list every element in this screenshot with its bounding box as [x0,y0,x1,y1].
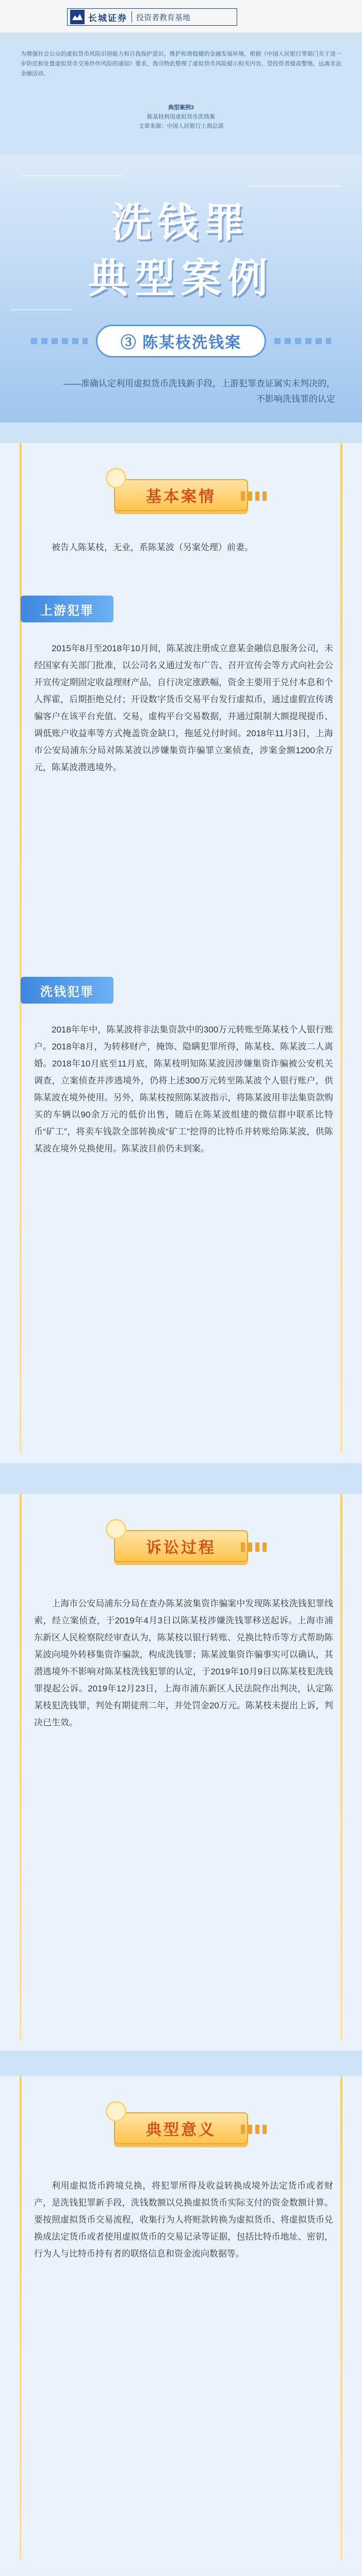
case-info [0,103,362,131]
case-label-pill: ③ 陈某枝洗钱案 [96,325,266,358]
hero-deco-line [248,185,340,187]
right-rail [340,2076,342,2561]
section-meaning [0,2076,362,2571]
meaning-text: 利用虚拟货币跨境兑换，将犯罪所得及收益转换成境外法定货币或者财产，是洗钱犯罪新手段，洗钱数额以兑换虚拟货币实际支付的资金数额计算。要按照虚拟货币交易流程，收集行为人将赃款转换为虚拟货币、将虚拟货币兑换成法定货币或者使用虚拟货币的交易记录等证据，包括比特币地址、密钥，行为人与比特币持有者的联络信息和资金流向数据等。 [34,2181,333,2259]
left-rail [20,443,22,1453]
tag-upstream-crime: 上游犯罪 [21,596,113,622]
brand-logo [67,8,237,26]
case-number: 典型案例3 [168,105,194,111]
pill-deco-right [274,338,331,344]
section-basic [0,443,362,1463]
money-laundering-text: 2018年年中，陈某波将非法集资款中的300万元转账至陈某枝个人银行账户。2018年8月，为转移财产，掩饰、隐瞒犯罪所得，陈某枝、陈某波二人离婚。2018年10月底至11月底，陈某枝明知陈某波因涉嫌集资诈骗被公安机关调查，立案侦查并涉逃境外，仍将上述300万元转至陈某波个人银行账户，供陈某波在境外使用。另外，陈某枝按照陈某波指示，将陈某波用非法集资款购买的车辆以90余万元的低价出售，随后在陈某波组建的微信群中联系比特币“矿工”，将卖车钱款全部转换成“矿工”挖得的比特币并转账给陈某波，供陈某波在境外兑换使用。陈某波目前仍未到案。 [34,1025,333,1154]
hero-title-2: 典型案例 [88,256,274,302]
left-rail [20,2076,22,2561]
lawsuit-text: 上海市公安局浦东分局在查办陈某波集资诈骗案中发现陈某枝洗钱犯罪线索，经立案侦查，于2019年4月3日以陈某枝涉嫌洗钱罪移送起诉。上海市浦东新区人民检察院经审查认为，陈某枝以银行转账、兑换比特币等方式帮助陈某波向境外转移集资诈骗款，构成洗钱罪；陈某波集资诈骗事实可以确认，其潜逃境外不影响对陈某枝洗钱犯罪的认定，于2019年10月9日以陈某枝犯洗钱罪提起公诉。2019年12月23日，上海市浦东新区人民法院作出判决，认定陈某枝犯洗钱罪，判处有期徒刑二年，并处罚金20万元。陈某枝未提出上诉，判决已生效。 [34,1599,333,1727]
section-lawsuit [0,1494,362,2050]
hero-banner [0,155,362,422]
upstream-crime-text: 2015年8月至2018年10月间，陈某波注册成立意某金融信息服务公司，未经国家有关部门批准，以公司名义通过发布广告、召开宣传会等方式向社会公开宣传定期固定收益理财产品，自行决定涨跌幅，资金主要用于兑付本息和个人挥霍，后期拒绝兑付；开设数字货币交易平台发行虚拟币，通过虚假宣传诱骗客户在该平台充值、交易，虚构平台交易数据，并通过限制大额提现提币、调低账户收益率等方式掩盖资金缺口，拖延兑付时间。2018年11月3日，上海市公安局浦东分局对陈某波以涉嫌集资诈骗罪立案侦查，涉案金额1200余万元，陈某波潜逃境外。 [34,643,333,772]
case-name: 陈某枝利用虚拟货币洗钱案 [147,114,215,120]
badge-lawsuit: 诉讼过程 [114,1530,248,1562]
badge-meaning: 典型意义 [114,2112,248,2144]
hero-subtitle: ——准确认定利用虚拟货币洗钱新手段，上游犯罪查证属实未判决的，不影响洗钱罪的认定 [63,379,335,404]
brand-subtitle: 投资者教育基地 [136,12,191,22]
intro-paragraph: 为增强社会公众的虚拟货币风险识别能力和自我保护意识，维护和谐稳健的金融发展环境，根据《中国人民银行等部门关于进一步防范和处置虚拟货币交易炒作风险的通知》要求，我司特此整理了虚拟货币风险提示相关内容，望投资者提高警惕，远离非法金融活动。 [21,51,341,77]
left-rail [20,1494,22,2040]
great-wall-logo-icon [70,9,85,25]
bottom-illustration [0,2571,362,2576]
article-source: 文章来源：中国人民银行上海总部 [138,123,224,129]
defendant-intro: 被告人陈某枝，无业，系陈某波（另案处理）前妻。 [52,543,253,552]
brand-divider [131,11,132,23]
badge-basic-facts: 基本案情 [114,479,248,511]
header-bar [0,0,362,33]
pill-deco-left [31,338,88,344]
tag-money-laundering: 洗钱犯罪 [21,977,113,1004]
right-rail [340,1494,342,2040]
brand-name: 长城证券 [88,13,127,24]
right-rail [340,443,342,1453]
hero-deco-line [10,309,72,310]
hero-deco-line [21,175,124,176]
hero-title-1: 洗钱罪 [111,200,251,246]
